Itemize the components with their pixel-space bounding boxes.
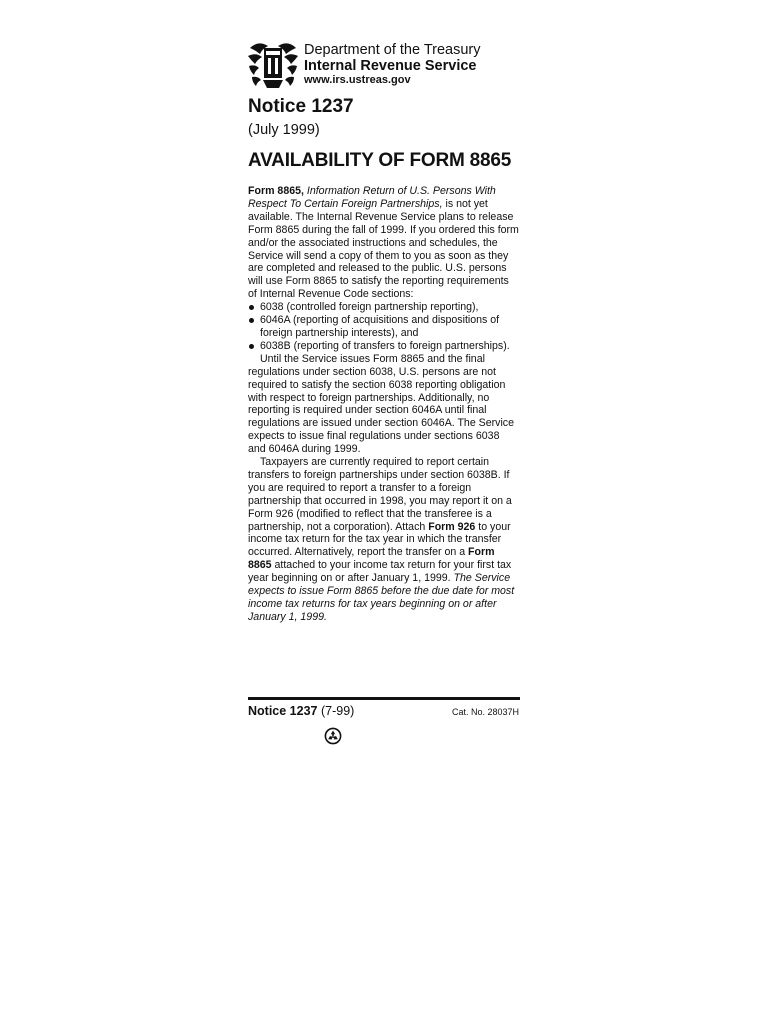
list-item: 6038B (reporting of transfers to foreign partnerships). — [248, 340, 520, 353]
transfers-text-3: attached to your income tax return for your first tax year beginning on or after January 1, 1999. — [248, 559, 512, 585]
list-item: 6046A (reporting of acquisitions and dispositions of foreign partnership interests), and — [248, 314, 520, 340]
transfers-text-1: Taxpayers are currently required to report certain transfers to foreign partnerships under section 6038B. If you are required to report a transfer to a foreign partnership that occurred in 1998, you may report it on a Form 926 (modified to reflect that the transferee is a partnership, not a corporation). Attach — [248, 456, 512, 533]
form-full-name: Information Return of U.S. Persons With Respect To Certain Foreign Partnerships, — [248, 185, 496, 210]
irs-eagle-logo — [246, 40, 300, 90]
recycle-symbol-icon — [324, 727, 342, 745]
code-sections-list — [248, 301, 520, 353]
list-item: 6038 (controlled foreign partnership reporting), — [248, 301, 520, 314]
footer-notice-title: Notice 1237 — [248, 704, 318, 718]
notice-date: (July 1999) — [248, 122, 320, 138]
department-name: Department of the Treasury — [304, 42, 481, 58]
agency-name: Internal Revenue Service — [304, 58, 477, 74]
notice-body — [248, 185, 520, 624]
form-8865-ref: Form 8865 — [248, 546, 495, 572]
transfers-text-2: to your income tax return for the tax year in which the transfer occurred. Alternatively, report the transfer on a — [248, 520, 511, 559]
expectation-note: The Service expects to issue Form 8865 before the due date for most income tax returns for tax years beginning on or after January 1, 1999. — [248, 572, 515, 623]
notice-title: Notice 1237 — [248, 96, 354, 117]
footer-revision: (7-99) — [320, 704, 355, 718]
page-heading: AVAILABILITY OF FORM 8865 — [248, 150, 512, 171]
website-link[interactable]: www.irs.ustreas.gov — [304, 74, 411, 86]
catalog-number: Cat. No. 28037H — [452, 707, 520, 717]
form-label: Form 8865, — [248, 185, 304, 197]
footer-rule — [248, 697, 520, 700]
intro-text: is not yet available. The Internal Revenue Service plans to release Form 8865 during the fall of 1999. If you ordered this form and/or the associated instructions and schedules, the Service will send a copy of them to you as soon as they are completed and released to the public. U.S. persons will use Form 8865 to satisfy the reporting requirements of Internal Revenue Code sections: — [248, 197, 519, 301]
transfers-paragraph — [248, 456, 520, 624]
footer-notice — [248, 704, 354, 719]
regulations-paragraph: Until the Service issues Form 8865 and the final regulations under section 6038, U.S. persons are not required to satisfy the section 6038 reporting obligation with respect to foreign partnerships. Additionally, no reporting is required under section 6046A until final regulations are issued under section 6046A. The Service expects to issue final regulations under sections 6038 and 6046A during 1999. — [248, 352, 514, 456]
intro-paragraph — [248, 185, 520, 301]
form-926-ref: Form 926 — [428, 520, 476, 533]
